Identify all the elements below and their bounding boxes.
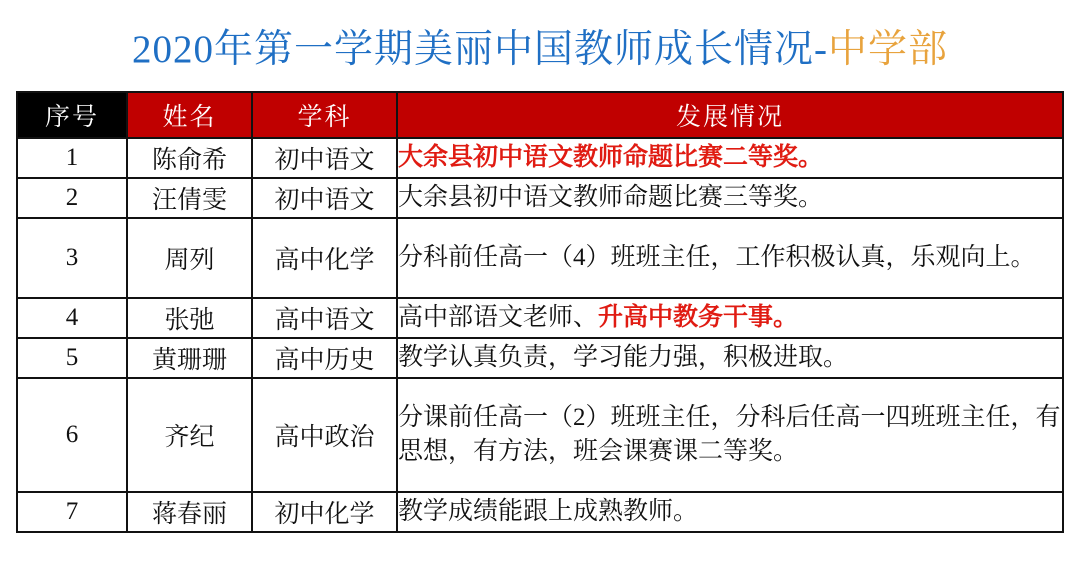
cell-name: 张弛: [127, 298, 252, 338]
development-text-highlight: 大余县初中语文教师命题比赛二等奖。: [398, 144, 824, 172]
cell-name: 齐纪: [127, 378, 252, 492]
column-header-subject: 学科: [252, 92, 397, 138]
column-header-name: 姓名: [127, 92, 252, 138]
cell-no: 6: [17, 378, 127, 492]
cell-development: [397, 178, 1063, 218]
development-text-plain: 高中部语文老师、: [398, 304, 599, 332]
development-text-plain: 教学成绩能跟上成熟教师。: [398, 498, 699, 526]
cell-subject: 高中历史: [252, 338, 397, 378]
page-title: [16, 0, 1064, 91]
page-title-main: 2020年第一学期美丽中国教师成长情况: [131, 28, 814, 71]
page-title-dash: -: [814, 28, 828, 71]
table-row: [17, 138, 1063, 178]
cell-name: 周列: [127, 218, 252, 298]
cell-subject: 高中政治: [252, 378, 397, 492]
cell-development: [397, 298, 1063, 338]
cell-no: 2: [17, 178, 127, 218]
development-text-plain: 教学认真负责，学习能力强，积极进取。: [398, 344, 849, 372]
table-header-row: [17, 92, 1063, 138]
table-row: [17, 378, 1063, 492]
table-row: [17, 298, 1063, 338]
cell-no: 1: [17, 138, 127, 178]
cell-development: [397, 138, 1063, 178]
column-header-development: 发展情况: [397, 92, 1063, 138]
column-header-no: 序号: [17, 92, 127, 138]
cell-name: 汪倩雯: [127, 178, 252, 218]
cell-no: 4: [17, 298, 127, 338]
cell-no: 5: [17, 338, 127, 378]
development-text-highlight: 升高中教务干事。: [598, 304, 799, 332]
cell-development: [397, 218, 1063, 298]
table-header: [17, 92, 1063, 138]
table-row: [17, 338, 1063, 378]
cell-development: [397, 492, 1063, 532]
teacher-growth-table: [16, 91, 1064, 533]
table-row: [17, 492, 1063, 532]
cell-no: 3: [17, 218, 127, 298]
cell-subject: 高中化学: [252, 218, 397, 298]
cell-development: [397, 338, 1063, 378]
cell-subject: 高中语文: [252, 298, 397, 338]
development-text-plain: 分课前任高一（2）班班主任，分科后任高一四班班主任，有思想，有方法，班会课赛课二等奖。: [398, 404, 1061, 465]
table-body: [17, 138, 1063, 532]
cell-name: 黄珊珊: [127, 338, 252, 378]
cell-subject: 初中语文: [252, 178, 397, 218]
cell-name: 陈俞希: [127, 138, 252, 178]
cell-development: [397, 378, 1063, 492]
cell-subject: 初中化学: [252, 492, 397, 532]
cell-subject: 初中语文: [252, 138, 397, 178]
page-title-sub: 中学部: [828, 28, 949, 71]
development-text-plain: 大余县初中语文教师命题比赛三等奖。: [398, 184, 824, 212]
cell-name: 蒋春丽: [127, 492, 252, 532]
table-row: [17, 178, 1063, 218]
cell-no: 7: [17, 492, 127, 532]
table-row: [17, 218, 1063, 298]
development-text-plain: 分科前任高一（4）班班主任，工作积极认真，乐观向上。: [398, 244, 1036, 272]
